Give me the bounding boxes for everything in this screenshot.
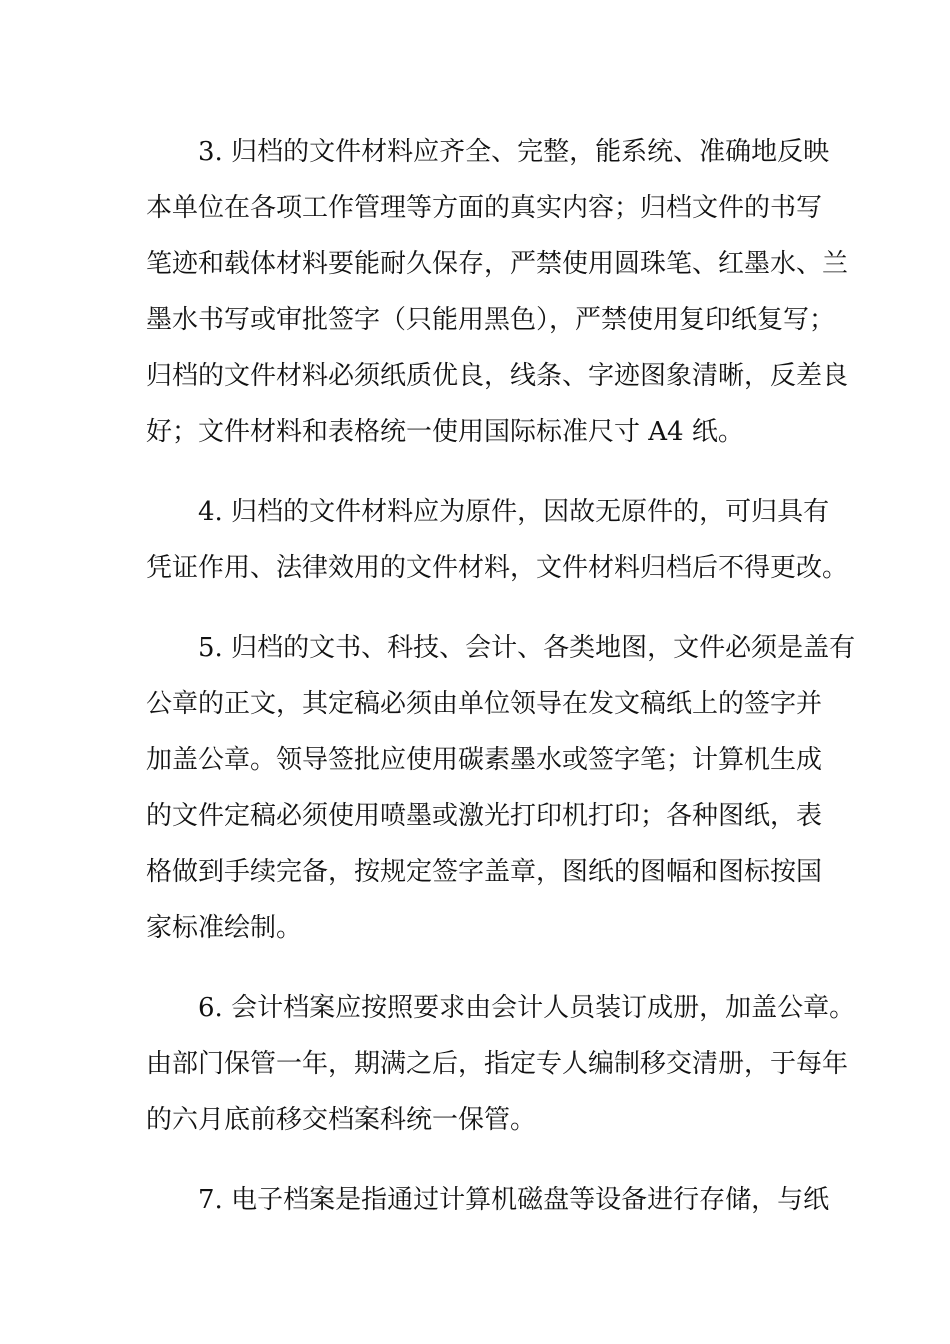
paragraph-6: [146, 980, 856, 1148]
text-line: 笔迹和载体材料要能耐久保存，严禁使用圆珠笔、红墨水、兰: [146, 249, 849, 279]
text-line: 5. 归档的文书、科技、会计、各类地图，文件必须是盖有: [198, 633, 856, 663]
text-line: 公章的正文，其定稿必须由单位领导在发文稿纸上的签字并: [146, 689, 823, 719]
text-line: 格做到手续完备，按规定签字盖章，图纸的图幅和图标按国: [146, 857, 823, 887]
paragraph-5: [146, 620, 856, 956]
text-line: 本单位在各项工作管理等方面的真实内容；归档文件的书写: [146, 193, 823, 223]
text-line: 加盖公章。领导签批应使用碳素墨水或签字笔；计算机生成: [146, 745, 823, 775]
text-line: 凭证作用、法律效用的文件材料，文件材料归档后不得更改。: [146, 553, 849, 583]
text-line: 6. 会计档案应按照要求由会计人员装订成册，加盖公章。: [198, 993, 856, 1023]
text-line: 3. 归档的文件材料应齐全、完整，能系统、准确地反映: [198, 137, 830, 167]
text-line: 墨水书写或审批签字（只能用黑色），严禁使用复印纸复写；: [146, 305, 836, 335]
text-line: 归档的文件材料必须纸质优良，线条、字迹图象清晰，反差良: [146, 361, 849, 391]
text-line: 的文件定稿必须使用喷墨或激光打印机打印；各种图纸，表: [146, 801, 823, 831]
text-line: 7. 电子档案是指通过计算机磁盘等设备进行存储，与纸: [198, 1185, 830, 1215]
text-line: 4. 归档的文件材料应为原件，因故无原件的，可归具有: [198, 497, 830, 527]
text-line: 好；文件材料和表格统一使用国际标准尺寸 A4 纸。: [146, 417, 744, 447]
document-body: [146, 124, 856, 1252]
text-line: 由部门保管一年，期满之后，指定专人编制移交清册，于每年: [146, 1049, 849, 1079]
text-line: 的六月底前移交档案科统一保管。: [146, 1105, 537, 1135]
paragraph-3: [146, 124, 849, 460]
text-line: 家标准绘制。: [146, 913, 303, 943]
paragraph-7: [146, 1172, 830, 1228]
paragraph-4: [146, 484, 849, 596]
